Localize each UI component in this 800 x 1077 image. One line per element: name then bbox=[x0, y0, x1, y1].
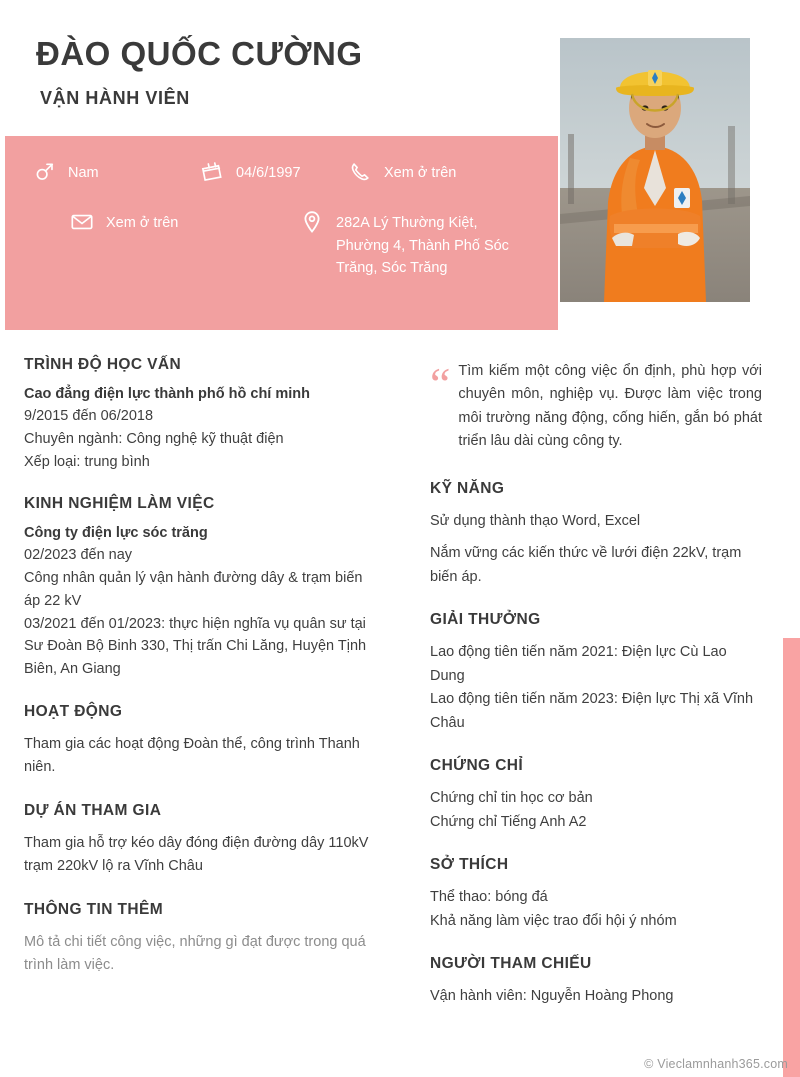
phone-value: Xem ở trên bbox=[384, 165, 457, 181]
gender-icon bbox=[29, 160, 59, 184]
gender-value: Nam bbox=[68, 165, 99, 181]
section-projects bbox=[24, 802, 374, 879]
section-activities bbox=[24, 703, 374, 780]
contact-row-2 bbox=[5, 210, 558, 279]
envelope-icon bbox=[67, 210, 97, 234]
skill-item: Nắm vững các kiến thức về lưới điện 22kV, trạm biến áp. bbox=[430, 545, 742, 585]
phone-icon bbox=[345, 160, 375, 184]
watermark: © Vieclamnhanh365.com bbox=[644, 1057, 788, 1071]
calendar-icon bbox=[197, 160, 227, 184]
address-value: 282A Lý Thường Kiệt, Phường 4, Thành Phố Sóc Trăng, Sóc Trăng bbox=[336, 215, 509, 277]
projects-text: Tham gia hỗ trợ kéo dây đóng điện đường dây 110kV trạm 220kV lộ ra Vĩnh Châu bbox=[24, 834, 369, 875]
education-school: Cao đẳng điện lực thành phố hồ chí minh bbox=[24, 386, 310, 402]
section-reference bbox=[430, 955, 762, 1008]
section-title-hobbies: SỞ THÍCH bbox=[430, 856, 509, 874]
section-hobbies bbox=[430, 856, 762, 933]
award-item: Lao động tiên tiến năm 2023: Điện lực Thị xã Vĩnh Châu bbox=[430, 691, 754, 731]
avatar bbox=[560, 38, 750, 302]
more-info-placeholder[interactable]: Mô tả chi tiết công việc, những gì đạt được trong quá trình làm việc. bbox=[24, 933, 366, 974]
contact-row-1 bbox=[5, 160, 558, 184]
location-pin-icon bbox=[297, 210, 327, 234]
section-title-skills: KỸ NĂNG bbox=[430, 479, 505, 497]
resume-body bbox=[0, 330, 800, 1009]
section-more-info bbox=[24, 901, 374, 978]
education-period: 9/2015 đến 06/2018 bbox=[24, 408, 154, 424]
contact-dob bbox=[197, 160, 345, 184]
section-title-experience: KINH NGHIỆM LÀM VIỆC bbox=[24, 495, 215, 513]
section-education bbox=[24, 356, 374, 473]
education-grade: Xếp loại: trung bình bbox=[24, 453, 150, 470]
career-objective bbox=[430, 360, 762, 454]
page-title: ĐÀO QUỐC CƯỜNG bbox=[36, 35, 363, 72]
section-title-education: TRÌNH ĐỘ HỌC VẤN bbox=[24, 356, 182, 373]
award-item: Lao động tiên tiến năm 2021: Điện lực Cù Lao Dung bbox=[430, 644, 727, 684]
section-title-awards: GIẢI THƯỞNG bbox=[430, 611, 541, 629]
education-major: Chuyên ngành: Công nghệ kỹ thuật điện bbox=[24, 430, 284, 447]
experience-detail: 03/2021 đến 01/2023: thực hiện nghĩa vụ quân sư tại Sư Đoàn Bộ Binh 330, Thị trấn Chi Lăng, Huyện Tịnh Biên, An Giang bbox=[24, 615, 367, 677]
experience-company: Công ty điện lực sóc trăng bbox=[24, 525, 208, 542]
experience-role: Công nhân quản lý vận hành đường dây & trạm biến áp 22 kV bbox=[24, 570, 363, 609]
hobby-item: Thể thao: bóng đá bbox=[430, 889, 548, 906]
right-column bbox=[400, 356, 800, 1009]
reference-item: Vận hành viên: Nguyễn Hoàng Phong bbox=[430, 988, 674, 1005]
section-title-more-info: THÔNG TIN THÊM bbox=[24, 900, 164, 918]
quote-icon: “ bbox=[430, 358, 451, 409]
experience-period: 02/2023 đến nay bbox=[24, 547, 133, 564]
section-title-projects: DỰ ÁN THAM GIA bbox=[24, 801, 162, 819]
contact-phone bbox=[345, 160, 456, 184]
resume-header bbox=[0, 0, 800, 330]
certificate-item: Chứng chỉ tin học cơ bản bbox=[430, 790, 593, 807]
contact-info-panel bbox=[5, 136, 558, 330]
section-skills bbox=[430, 480, 762, 589]
section-title-reference: NGƯỜI THAM CHIẾU bbox=[430, 955, 592, 973]
activities-text: Tham gia các hoạt động Đoàn thể, công trình Thanh niên. bbox=[24, 735, 360, 776]
section-experience bbox=[24, 495, 374, 681]
certificate-item: Chứng chỉ Tiếng Anh A2 bbox=[430, 813, 587, 830]
job-title: VẬN HÀNH VIÊN bbox=[40, 87, 190, 108]
section-title-certificates: CHỨNG CHỈ bbox=[430, 757, 524, 775]
section-title-activities: HOẠT ĐỘNG bbox=[24, 702, 123, 720]
section-certificates bbox=[430, 757, 762, 834]
left-column bbox=[0, 356, 400, 1009]
accent-bar bbox=[783, 638, 800, 1077]
hobby-item: Khả năng làm việc trao đổi hội ý nhóm bbox=[430, 912, 677, 929]
contact-address bbox=[297, 210, 526, 279]
contact-gender bbox=[29, 160, 197, 184]
contact-email bbox=[67, 210, 297, 234]
dob-value: 04/6/1997 bbox=[236, 165, 301, 181]
section-awards bbox=[430, 611, 762, 735]
skill-item: Sử dụng thành thạo Word, Excel bbox=[430, 512, 641, 529]
objective-text: Tìm kiếm một công việc ổn định, phù hợp với chuyên môn, nghiệp vụ. Được làm việc trong môi trường năng động, cống hiến, gắn bó phát triển lâu dài cùng công ty. bbox=[458, 363, 762, 450]
email-value: Xem ở trên bbox=[106, 215, 179, 232]
